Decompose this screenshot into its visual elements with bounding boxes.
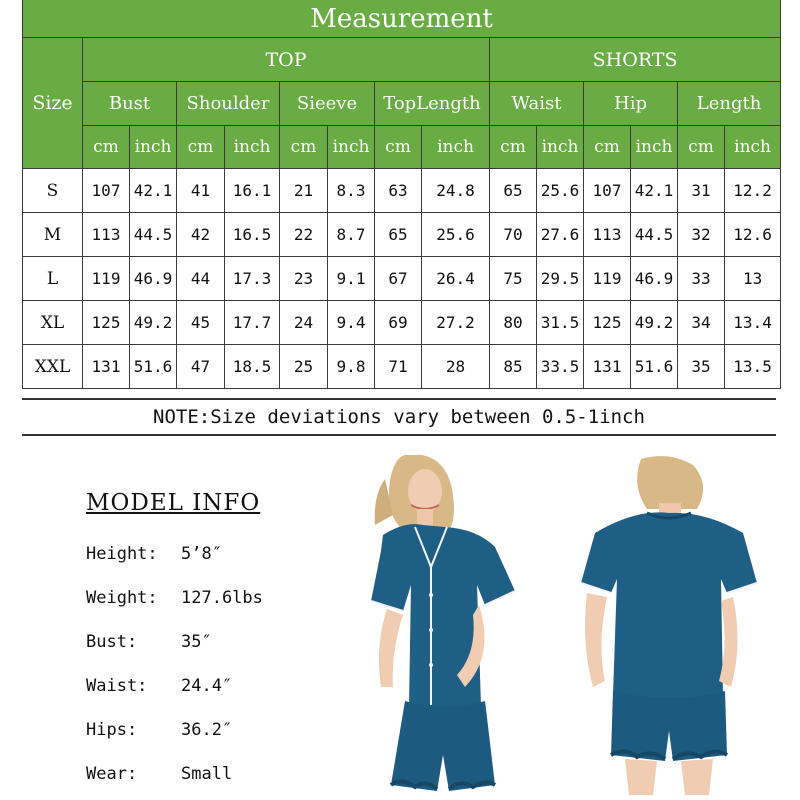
model-info-list xyxy=(86,532,263,796)
model-info-panel xyxy=(86,490,263,796)
measurement-cell: 16.1 xyxy=(225,169,280,213)
size-label: M xyxy=(23,213,83,257)
unit-header: inch xyxy=(725,126,781,169)
measurement-cell: 47 xyxy=(177,345,225,389)
measurement-cell: 125 xyxy=(584,301,631,345)
model-info-row xyxy=(86,664,263,708)
model-front-photo xyxy=(345,455,545,795)
measurement-cell: 35 xyxy=(678,345,725,389)
unit-header: inch xyxy=(537,126,584,169)
size-chart-table xyxy=(22,0,781,389)
measurement-cell: 85 xyxy=(490,345,537,389)
unit-header: inch xyxy=(631,126,678,169)
measurement-cell: 67 xyxy=(375,257,422,301)
size-label: S xyxy=(23,169,83,213)
table-row xyxy=(23,257,781,301)
measurement-cell: 44.5 xyxy=(130,213,177,257)
measurement-cell: 31.5 xyxy=(537,301,584,345)
measurement-cell: 25.6 xyxy=(422,213,490,257)
measurement-cell: 23 xyxy=(280,257,328,301)
measurement-cell: 9.1 xyxy=(328,257,375,301)
model-info-row xyxy=(86,752,263,796)
measurement-cell: 71 xyxy=(375,345,422,389)
unit-header: inch xyxy=(328,126,375,169)
measurement-cell: 32 xyxy=(678,213,725,257)
measurement-cell: 9.4 xyxy=(328,301,375,345)
measurement-cell: 70 xyxy=(490,213,537,257)
unit-header: inch xyxy=(225,126,280,169)
measurement-cell: 25 xyxy=(280,345,328,389)
measurement-cell: 21 xyxy=(280,169,328,213)
measurement-cell: 13 xyxy=(725,257,781,301)
model-info-value: 24.4″ xyxy=(181,676,233,696)
note-bottom-rule xyxy=(22,434,776,436)
model-info-label: Waist: xyxy=(86,676,148,696)
measurement-cell: 107 xyxy=(584,169,631,213)
unit-header: cm xyxy=(490,126,537,169)
measurement-cell: 75 xyxy=(490,257,537,301)
model-info-label: Bust: xyxy=(86,632,138,652)
measurement-cell: 8.3 xyxy=(328,169,375,213)
unit-header: cm xyxy=(584,126,631,169)
measure-header-shoulder: Shoulder xyxy=(177,82,280,126)
measurement-cell: 24 xyxy=(280,301,328,345)
unit-header: inch xyxy=(422,126,490,169)
table-row xyxy=(23,169,781,213)
model-info-label: Hips: xyxy=(86,720,138,740)
model-info-row xyxy=(86,576,263,620)
table-row xyxy=(23,345,781,389)
model-info-value: 36.2″ xyxy=(181,720,233,740)
measurement-cell: 44 xyxy=(177,257,225,301)
measurement-cell: 33.5 xyxy=(537,345,584,389)
model-info-label: Weight: xyxy=(86,588,158,608)
measurement-cell: 131 xyxy=(83,345,130,389)
measurement-cell: 24.8 xyxy=(422,169,490,213)
measurement-cell: 80 xyxy=(490,301,537,345)
measurement-cell: 25.6 xyxy=(537,169,584,213)
measurement-cell: 27.6 xyxy=(537,213,584,257)
measurement-cell: 41 xyxy=(177,169,225,213)
measurement-cell: 69 xyxy=(375,301,422,345)
measurement-cell: 49.2 xyxy=(631,301,678,345)
measurement-cell: 13.5 xyxy=(725,345,781,389)
measurement-cell: 46.9 xyxy=(631,257,678,301)
measurement-cell: 113 xyxy=(83,213,130,257)
table-row xyxy=(23,213,781,257)
measure-header-top-length: TopLength xyxy=(375,82,490,126)
model-info-value: 5’8″ xyxy=(181,544,222,564)
size-label: XXL xyxy=(23,345,83,389)
model-info-value: Small xyxy=(181,764,233,784)
measurement-cell: 33 xyxy=(678,257,725,301)
measurement-cell: 22 xyxy=(280,213,328,257)
unit-header: cm xyxy=(177,126,225,169)
size-label: L xyxy=(23,257,83,301)
measure-header-sleeve: Sieeve xyxy=(280,82,375,126)
measure-header-bust: Bust xyxy=(83,82,177,126)
measurement-cell: 16.5 xyxy=(225,213,280,257)
measurement-cell: 125 xyxy=(83,301,130,345)
measurement-cell: 34 xyxy=(678,301,725,345)
measurement-cell: 18.5 xyxy=(225,345,280,389)
measurement-cell: 44.5 xyxy=(631,213,678,257)
measurement-cell: 12.6 xyxy=(725,213,781,257)
measurement-cell: 113 xyxy=(584,213,631,257)
group-header-top: TOP xyxy=(83,38,490,82)
model-info-label: Height: xyxy=(86,544,158,564)
measure-header-length: Length xyxy=(678,82,781,126)
unit-header: cm xyxy=(375,126,422,169)
size-column-header: Size xyxy=(23,38,83,169)
model-info-row xyxy=(86,620,263,664)
measurement-cell: 107 xyxy=(83,169,130,213)
table-title: Measurement xyxy=(23,0,781,38)
measurement-cell: 46.9 xyxy=(130,257,177,301)
size-label: XL xyxy=(23,301,83,345)
unit-header: cm xyxy=(280,126,328,169)
model-info-value: 127.6lbs xyxy=(181,588,263,608)
size-note: NOTE:Size deviations vary between 0.5-1inch xyxy=(153,406,645,428)
measurement-cell: 42.1 xyxy=(631,169,678,213)
model-info-value: 35″ xyxy=(181,632,212,652)
measurement-cell: 29.5 xyxy=(537,257,584,301)
measurement-cell: 65 xyxy=(375,213,422,257)
measurement-cell: 51.6 xyxy=(631,345,678,389)
model-info-label: Wear: xyxy=(86,764,138,784)
measurement-cell: 42 xyxy=(177,213,225,257)
model-info-row xyxy=(86,532,263,576)
measurement-cell: 9.8 xyxy=(328,345,375,389)
measurement-cell: 119 xyxy=(584,257,631,301)
measurement-cell: 26.4 xyxy=(422,257,490,301)
model-info-row xyxy=(86,708,263,752)
unit-header: cm xyxy=(678,126,725,169)
measurement-cell: 131 xyxy=(584,345,631,389)
measurement-cell: 65 xyxy=(490,169,537,213)
model-info-title: MODEL INFO xyxy=(86,490,261,516)
measure-header-hip: Hip xyxy=(584,82,678,126)
measurement-cell: 28 xyxy=(422,345,490,389)
measurement-cell: 42.1 xyxy=(130,169,177,213)
measurement-cell: 17.7 xyxy=(225,301,280,345)
measurement-cell: 45 xyxy=(177,301,225,345)
table-row xyxy=(23,301,781,345)
measurement-cell: 8.7 xyxy=(328,213,375,257)
unit-header: inch xyxy=(130,126,177,169)
group-header-shorts: SHORTS xyxy=(490,38,781,82)
measurement-cell: 119 xyxy=(83,257,130,301)
measurement-cell: 27.2 xyxy=(422,301,490,345)
measurement-cell: 17.3 xyxy=(225,257,280,301)
measurement-cell: 63 xyxy=(375,169,422,213)
unit-header: cm xyxy=(83,126,130,169)
measurement-cell: 13.4 xyxy=(725,301,781,345)
measure-header-waist: Waist xyxy=(490,82,584,126)
model-back-photo xyxy=(565,455,765,795)
measurement-cell: 49.2 xyxy=(130,301,177,345)
measurement-cell: 51.6 xyxy=(130,345,177,389)
measurement-cell: 31 xyxy=(678,169,725,213)
measurement-cell: 12.2 xyxy=(725,169,781,213)
